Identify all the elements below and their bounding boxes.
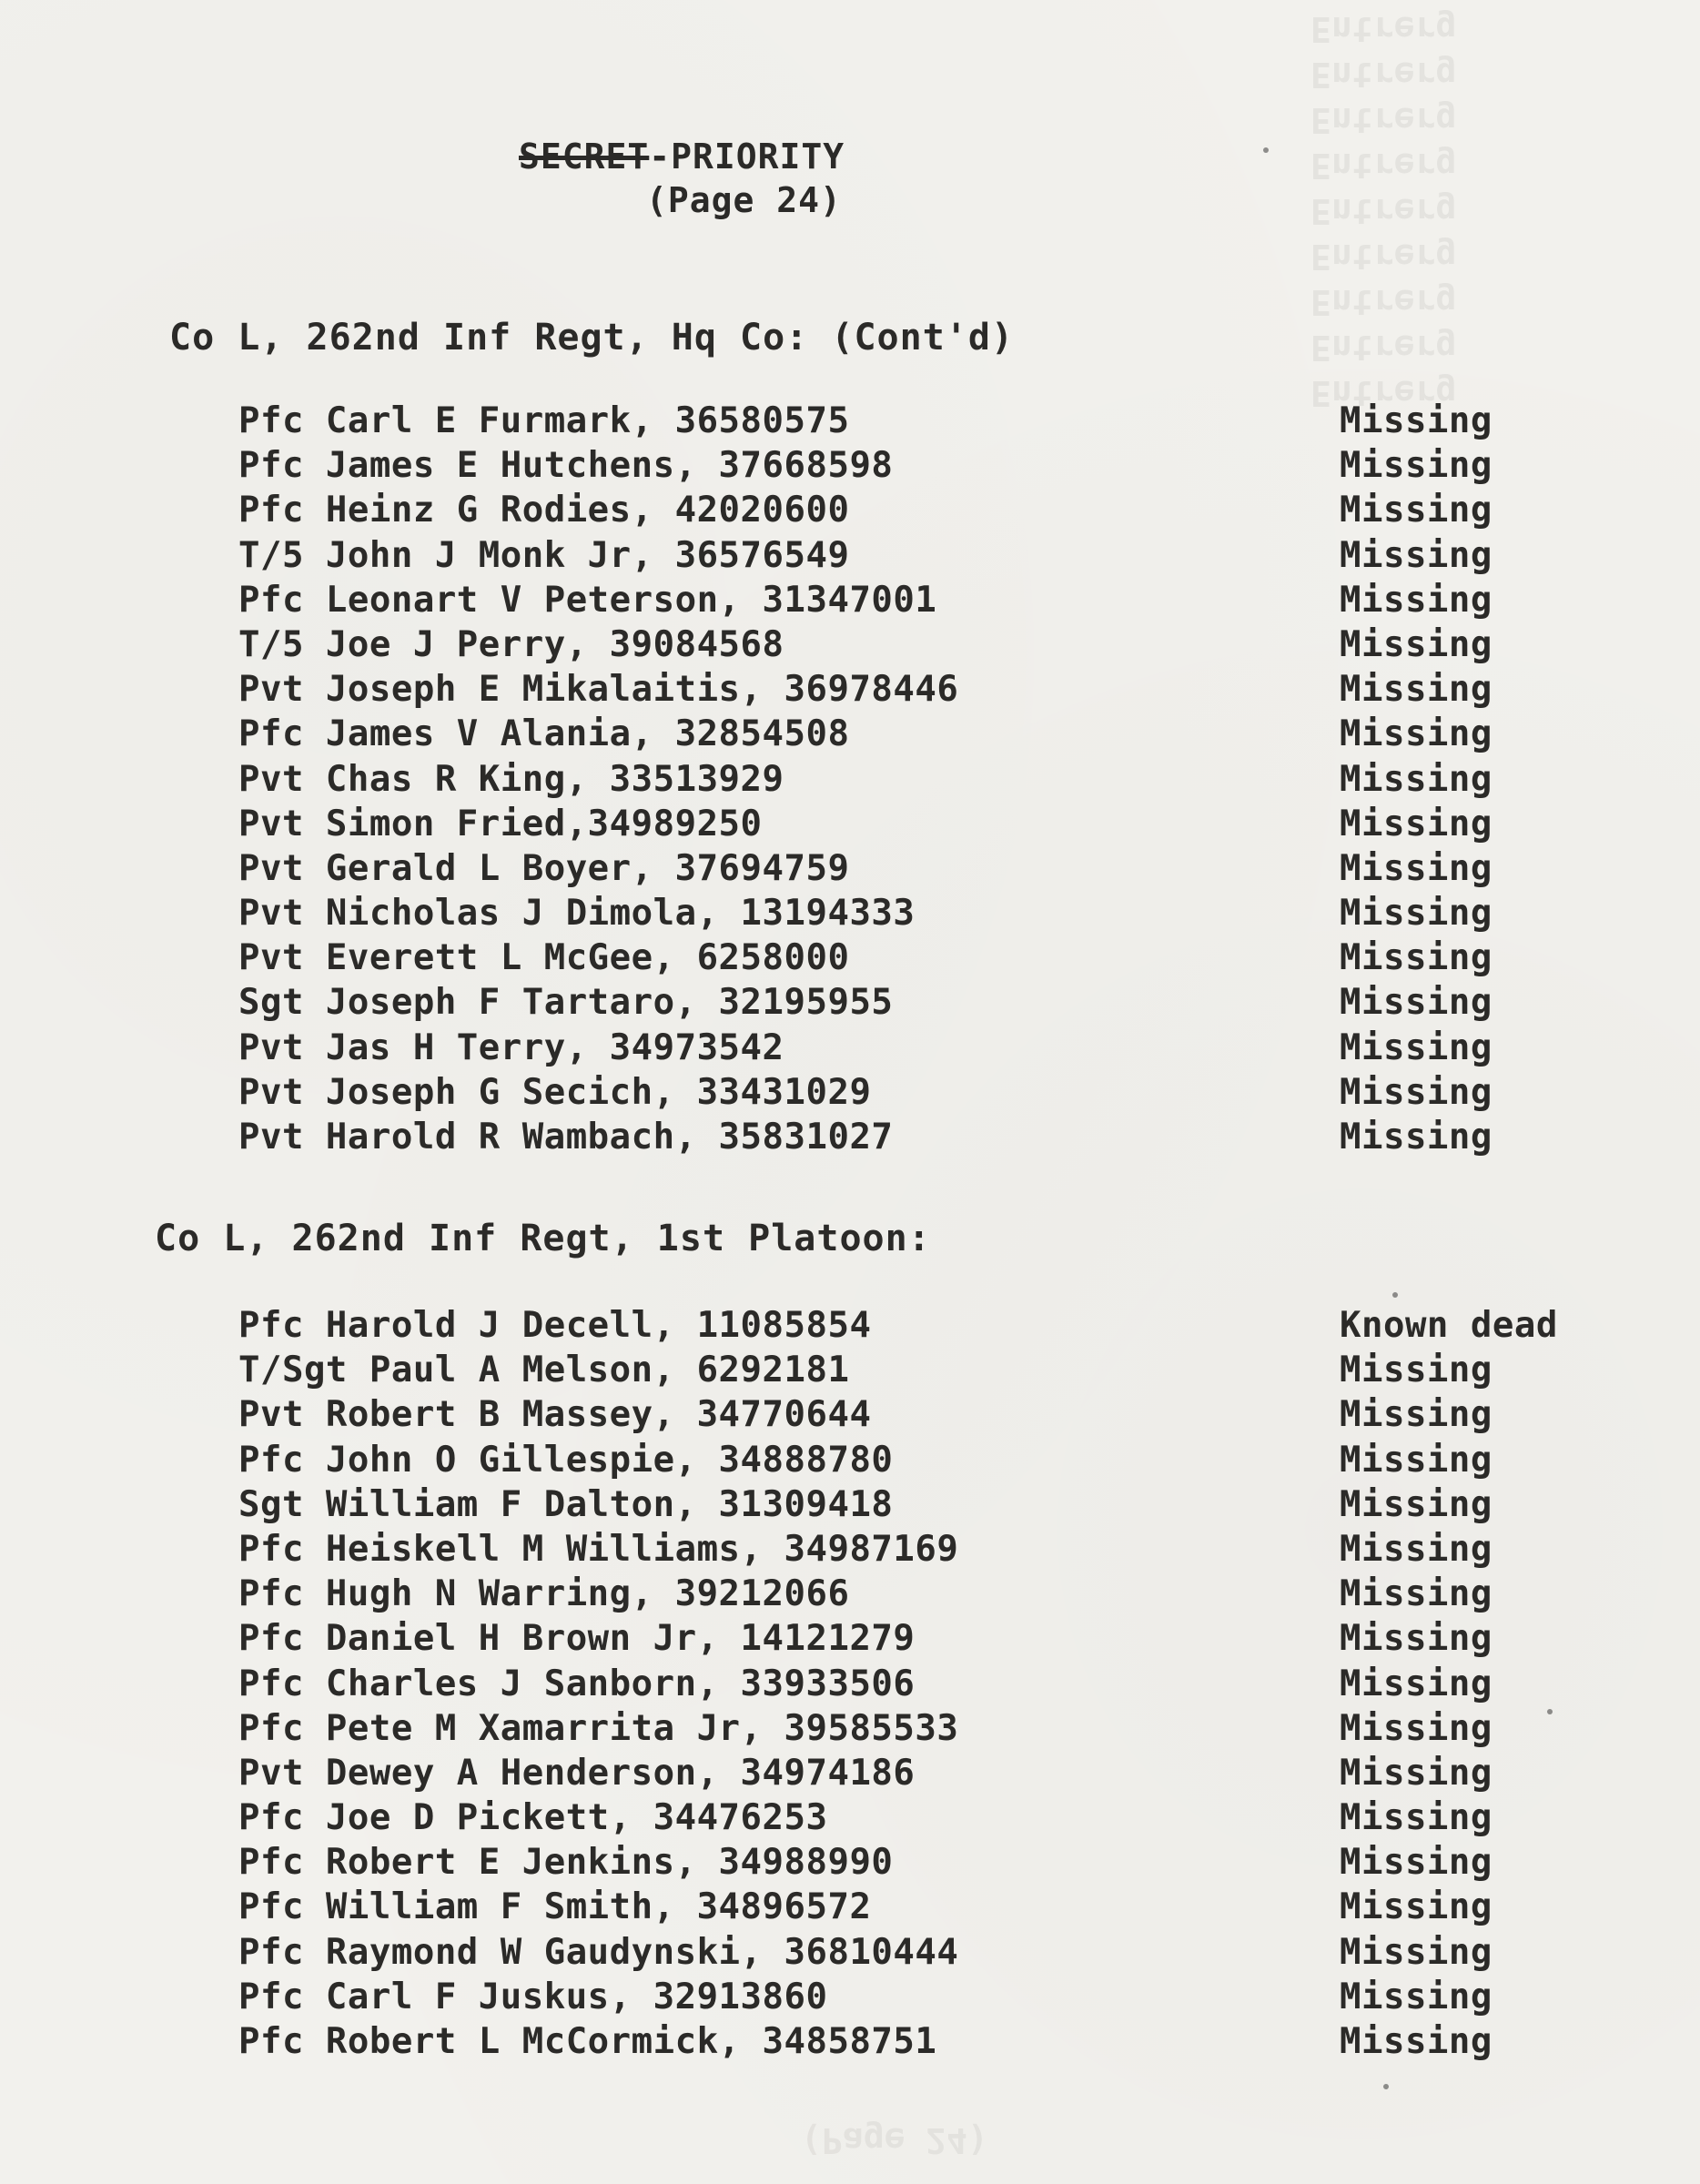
classification-priority: -PRIORITY <box>649 136 845 177</box>
table-row <box>238 1027 1622 1072</box>
table-row <box>238 669 1622 713</box>
soldier-status: Missing <box>1340 1618 1493 1660</box>
soldier-status: Missing <box>1340 713 1493 755</box>
soldier-name: Sgt Joseph F Tartaro, 32195955 <box>238 982 894 1024</box>
soldier-status: Missing <box>1340 847 1493 889</box>
table-row <box>238 1529 1622 1573</box>
bleed-through-text: Entrerg <box>1310 237 1457 277</box>
soldier-status: Missing <box>1340 2021 1493 2062</box>
soldier-status: Missing <box>1340 1350 1493 1391</box>
soldier-status: Missing <box>1340 1663 1493 1704</box>
table-row <box>238 1350 1622 1394</box>
bleed-through-text: (Page 24) <box>801 2120 988 2160</box>
roster-hq-co <box>238 400 1622 1161</box>
soldier-name: Pfc Heinz G Rodies, 42020600 <box>238 490 850 531</box>
table-row <box>238 1573 1622 1618</box>
soldier-status: Missing <box>1340 1976 1493 2017</box>
table-row <box>238 490 1622 534</box>
soldier-name: Pvt Nicholas J Dimola, 13194333 <box>238 893 916 935</box>
table-row <box>238 1072 1622 1117</box>
table-row <box>238 1394 1622 1439</box>
soldier-status: Missing <box>1340 1886 1493 1928</box>
soldier-status: Missing <box>1340 534 1493 576</box>
soldier-name: Pvt Dewey A Henderson, 34974186 <box>238 1752 916 1794</box>
soldier-status: Missing <box>1340 1707 1493 1749</box>
soldier-name: Pfc Raymond W Gaudynski, 36810444 <box>238 1931 959 1973</box>
table-row <box>238 937 1622 982</box>
soldier-status: Missing <box>1340 623 1493 665</box>
table-row <box>238 713 1622 758</box>
soldier-name: T/Sgt Paul A Melson, 6292181 <box>238 1350 850 1391</box>
soldier-name: Pfc James V Alania, 32854508 <box>238 713 850 755</box>
soldier-status: Missing <box>1340 803 1493 844</box>
bleed-through-text: Entrerg <box>1310 9 1457 49</box>
soldier-name: Pvt Everett L McGee, 6258000 <box>238 937 850 979</box>
soldier-status: Missing <box>1340 400 1493 441</box>
soldier-status: Missing <box>1340 1439 1493 1481</box>
soldier-status: Missing <box>1340 1797 1493 1839</box>
soldier-name: Pfc Hugh N Warring, 39212066 <box>238 1573 850 1615</box>
soldier-status: Missing <box>1340 1931 1493 1973</box>
table-row <box>238 1484 1622 1529</box>
table-row <box>238 982 1622 1026</box>
soldier-status: Missing <box>1340 982 1493 1024</box>
soldier-name: Pfc William F Smith, 34896572 <box>238 1886 872 1928</box>
ink-speck <box>1383 2084 1389 2089</box>
table-row <box>238 1977 1622 2021</box>
soldier-status: Missing <box>1340 893 1493 935</box>
ink-speck <box>1263 147 1269 153</box>
soldier-name: Pvt Simon Fried,34989250 <box>238 803 763 844</box>
table-row <box>238 1708 1622 1753</box>
soldier-name: Pvt Harold R Wambach, 35831027 <box>238 1117 894 1158</box>
table-row <box>238 1932 1622 1977</box>
soldier-name: T/5 Joe J Perry, 39084568 <box>238 623 784 665</box>
table-row <box>238 1117 1622 1161</box>
soldier-name: Pvt Chas R King, 33513929 <box>238 758 784 800</box>
roster-1st-platoon <box>238 1305 1622 2066</box>
soldier-name: Pfc Harold J Decell, 11085854 <box>238 1305 872 1346</box>
table-row <box>238 1797 1622 1842</box>
bleed-through-text: Entrerg <box>1310 100 1457 140</box>
bleed-through-text: Entrerg <box>1310 55 1457 95</box>
soldier-name: Pvt Gerald L Boyer, 37694759 <box>238 847 850 889</box>
table-row <box>238 624 1622 669</box>
table-row <box>238 1618 1622 1663</box>
soldier-name: Pfc Robert E Jenkins, 34988990 <box>238 1842 894 1884</box>
soldier-status: Missing <box>1340 937 1493 979</box>
soldier-status: Missing <box>1340 758 1493 800</box>
table-row <box>238 580 1622 624</box>
soldier-name: Pvt Joseph G Secich, 33431029 <box>238 1071 872 1113</box>
table-row <box>238 1663 1622 1708</box>
soldier-status: Missing <box>1340 445 1493 487</box>
table-row <box>238 804 1622 848</box>
classification-marking <box>519 136 1056 177</box>
table-row <box>238 893 1622 937</box>
struck-classification: SECRET <box>519 136 650 177</box>
table-row <box>238 1440 1622 1484</box>
soldier-name: Sgt William F Dalton, 31309418 <box>238 1483 894 1525</box>
soldier-status: Missing <box>1340 579 1493 621</box>
table-row <box>238 535 1622 580</box>
soldier-name: Pvt Robert B Massey, 34770644 <box>238 1394 872 1436</box>
soldier-name: Pfc Pete M Xamarrita Jr, 39585533 <box>238 1707 959 1749</box>
table-row <box>238 759 1622 804</box>
soldier-name: Pfc Carl E Furmark, 36580575 <box>238 400 850 441</box>
soldier-status: Missing <box>1340 1394 1493 1436</box>
soldier-status: Missing <box>1340 1117 1493 1158</box>
soldier-status: Missing <box>1340 1752 1493 1794</box>
soldier-name: Pfc John O Gillespie, 34888780 <box>238 1439 894 1481</box>
soldier-name: Pfc Daniel H Brown Jr, 14121279 <box>238 1618 916 1660</box>
soldier-status: Missing <box>1340 490 1493 531</box>
soldier-name: Pfc Joe D Pickett, 34476253 <box>238 1797 828 1839</box>
soldier-status: Missing <box>1340 1483 1493 1525</box>
soldier-name: Pfc Charles J Sanborn, 33933506 <box>238 1663 916 1704</box>
table-row <box>238 400 1622 445</box>
page-number: (Page 24) <box>646 180 842 220</box>
ink-speck <box>1392 1292 1398 1298</box>
bleed-through-text: Entrerg <box>1310 191 1457 231</box>
table-row <box>238 1842 1622 1886</box>
table-row <box>238 1305 1622 1350</box>
soldier-name: Pfc James E Hutchens, 37668598 <box>238 445 894 487</box>
soldier-status: Known dead <box>1340 1305 1558 1346</box>
soldier-name: Pvt Joseph E Mikalaitis, 36978446 <box>238 669 959 711</box>
section-heading-1st-platoon: Co L, 262nd Inf Regt, 1st Platoon: <box>155 1218 931 1259</box>
soldier-name: Pvt Jas H Terry, 34973542 <box>238 1026 784 1068</box>
soldier-name: Pfc Carl F Juskus, 32913860 <box>238 1976 828 2017</box>
table-row <box>238 1886 1622 1931</box>
bleed-through-text: Entrerg <box>1310 146 1457 186</box>
table-row <box>238 1753 1622 1797</box>
document-header <box>510 136 1056 220</box>
section-heading-hq-co: Co L, 262nd Inf Regt, Hq Co: (Cont'd) <box>169 317 1015 359</box>
bleed-through-text: Entrerg <box>1310 282 1457 322</box>
soldier-name: T/5 John J Monk Jr, 36576549 <box>238 534 850 576</box>
table-row <box>238 445 1622 490</box>
soldier-status: Missing <box>1340 1842 1493 1884</box>
soldier-name: Pfc Leonart V Peterson, 31347001 <box>238 579 937 621</box>
soldier-name: Pfc Heiskell M Williams, 34987169 <box>238 1528 959 1570</box>
table-row <box>238 2021 1622 2066</box>
bleed-through-text: Entrerg <box>1310 373 1457 413</box>
soldier-status: Missing <box>1340 1573 1493 1615</box>
soldier-name: Pfc Robert L McCormick, 34858751 <box>238 2021 937 2062</box>
table-row <box>238 848 1622 893</box>
soldier-status: Missing <box>1340 669 1493 711</box>
bleed-through-text: Entrerg <box>1310 328 1457 368</box>
soldier-status: Missing <box>1340 1026 1493 1068</box>
soldier-status: Missing <box>1340 1528 1493 1570</box>
soldier-status: Missing <box>1340 1071 1493 1113</box>
